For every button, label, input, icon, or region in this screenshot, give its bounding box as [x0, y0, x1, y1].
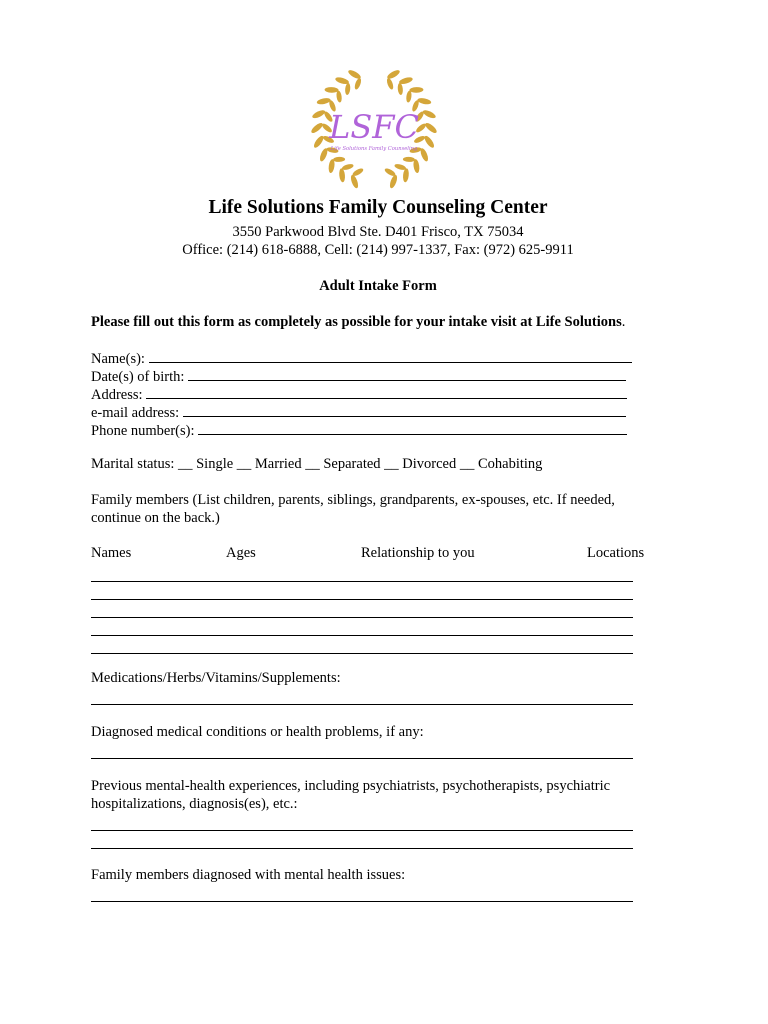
logo-lettering: LSFC: [329, 108, 419, 146]
column-relationship: Relationship to you: [361, 545, 475, 561]
laurel-leaf: [311, 109, 326, 120]
column-ages: Ages: [226, 545, 256, 561]
instructions-period: .: [621, 314, 626, 330]
laurel-leaf: [336, 90, 343, 103]
lsfc-laurel-logo: [308, 66, 440, 192]
mental-health-answer-line[interactable]: [91, 831, 633, 849]
laurel-leaf: [339, 168, 346, 183]
laurel-leaf: [345, 83, 351, 95]
family-table-lines: [91, 564, 651, 654]
laurel-leaf: [316, 97, 331, 105]
family-row-line[interactable]: [91, 564, 633, 582]
field-label: e-mail address:: [91, 405, 183, 420]
contact-line: Office: (214) 618-6888, Cell: (214) 997-1337, Fax: (972) 625-9911: [182, 242, 574, 258]
name-blank[interactable]: [149, 348, 632, 363]
dob-blank[interactable]: [188, 366, 626, 381]
logo-subtitle: Life Solutions Family Counseling: [330, 146, 418, 152]
laurel-leaf: [310, 121, 324, 134]
laurel-leaf: [386, 77, 395, 90]
laurel-leaf: [349, 174, 359, 189]
medical-conditions-answer-line[interactable]: [91, 741, 633, 759]
family-row-line[interactable]: [91, 636, 633, 654]
medications-question: [91, 669, 651, 705]
laurel-leaf: [403, 157, 415, 162]
family-row-line[interactable]: [91, 582, 633, 600]
dob-field[interactable]: [91, 366, 636, 384]
laurel-leaf: [417, 97, 432, 105]
address-blank[interactable]: [146, 384, 627, 399]
address-line: 3550 Parkwood Blvd Ste. D401 Frisco, TX 75034: [232, 224, 524, 240]
column-names: Names: [91, 545, 132, 561]
family-members-prompt: Family members (List children, parents, siblings, grandparents, ex-spouses, etc. If needed, continue on the back.): [91, 492, 615, 526]
phone-blank[interactable]: [198, 420, 627, 435]
laurel-leaf: [409, 87, 423, 93]
laurel-leaf: [325, 87, 339, 93]
laurel-leaf: [388, 174, 398, 189]
family-row-line[interactable]: [91, 618, 633, 636]
family-table-header: [91, 544, 691, 562]
question-text: Diagnosed medical conditions or health problems, if any:: [91, 724, 424, 740]
laurel-leaf: [424, 121, 438, 134]
laurel-leaf: [397, 83, 403, 95]
mental-health-history-question: [91, 777, 646, 849]
instructions-text: Please fill out this form as completely as possible for your intake visit at Life Solutions: [91, 314, 622, 330]
family-row-line[interactable]: [91, 600, 633, 618]
laurel-leaf: [353, 77, 362, 90]
email-blank[interactable]: [183, 402, 626, 417]
address-field[interactable]: [91, 384, 636, 402]
form-title: Adult Intake Form: [319, 278, 437, 294]
medications-answer-line[interactable]: [91, 687, 633, 705]
name-field[interactable]: [91, 348, 636, 366]
field-label: Address:: [91, 387, 147, 402]
contact-fields: [91, 348, 651, 438]
instructions: [91, 313, 651, 331]
page-title: Life Solutions Family Counseling Center: [208, 197, 548, 218]
laurel-leaf: [422, 109, 437, 120]
medical-conditions-question: [91, 723, 651, 759]
question-text: Medications/Herbs/Vitamins/Supplements:: [91, 670, 341, 686]
laurel-leaf: [406, 90, 413, 103]
laurel-leaf: [333, 157, 345, 162]
laurel-leaf: [402, 168, 409, 183]
mental-health-answer-line[interactable]: [91, 813, 633, 831]
field-label: Phone number(s):: [91, 423, 199, 438]
phone-field[interactable]: [91, 420, 636, 438]
field-label: Date(s) of birth:: [91, 369, 189, 384]
column-locations: Locations: [587, 545, 645, 561]
question-text: Previous mental-health experiences, including psychiatrists, psychotherapists, psychiatric hospitalizations, diagnosis(es), etc.:: [91, 778, 611, 812]
family-mental-health-question: [91, 866, 651, 902]
question-text: Family members diagnosed with mental health issues:: [91, 867, 406, 883]
family-mental-health-answer-line[interactable]: [91, 884, 633, 902]
email-field[interactable]: [91, 402, 636, 420]
marital-status[interactable]: Marital status: __ Single __ Married __ Separated __ Divorced __ Cohabiting: [91, 456, 543, 472]
field-label: Name(s):: [91, 351, 149, 366]
